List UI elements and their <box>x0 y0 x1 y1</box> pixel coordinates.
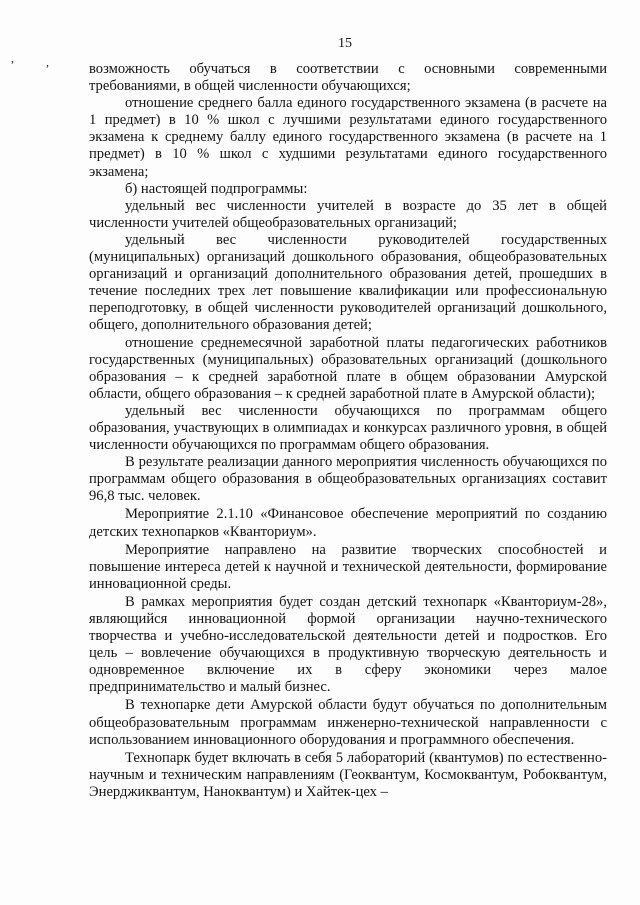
paragraph: В технопарке дети Амурской области будут обучаться по дополнительным общеобразовательным программам инженерно-технической направленности с использованием инновационного оборудования и программного обеспечения. <box>89 697 607 748</box>
paragraph: Технопарк будет включать в себя 5 лабораторий (квантумов) по естественно-научным и техническим направлениям (Геоквантум, Космоквантум, Робоквантум, Энерджиквантум, Наноквантум) и Хайтек-цех – <box>89 749 607 800</box>
margin-mark: , <box>11 51 14 65</box>
document-body <box>89 61 607 801</box>
margin-mark: , <box>46 55 49 69</box>
paragraph: Мероприятие направлено на развитие творческих способностей и повышение интереса детей к научной и технической деятельности, формирование инновационной среды. <box>89 541 607 592</box>
paragraph: отношение среднемесячной заработной платы педагогических работников государственных (муниципальных) образовательных организаций (дошкольного образования – к средней заработной плате в общем образовании Амурской области, общего образования – к средней заработной плате в Амурской области); <box>89 334 607 402</box>
paragraph: В рамках мероприятия будет создан детский технопарк «Кванториум-28», являющийся инновационной формой организации научно-технического творчества и учебно-исследовательской деятельности детей и подростков. Его цель – вовлечение обучающихся в продуктивную творческую деятельность и одновременное включение их в сферу экономики через малое предпринимательство и малый бизнес. <box>89 593 607 696</box>
paragraph: Мероприятие 2.1.10 «Финансовое обеспечение мероприятий по созданию детских технопарков «Кванториум». <box>89 506 607 540</box>
paragraph: В результате реализации данного мероприятия численность обучающихся по программам общего образования в общеобразовательных организациях составит 96,8 тыс. человек. <box>89 454 607 505</box>
paragraph: б) настоящей подпрограммы: <box>125 180 308 197</box>
paragraph: отношение среднего балла единого государственного экзамена (в расчете на 1 предмет) в 10 % школ с лучшими результатами единого государственного экзамена к среднему баллу единого государственного экзамена (в расчете на 1 предмет) в 10 % школ с худшими результатами единого государственного экзамена; <box>89 95 607 180</box>
paragraph: удельный вес численности руководителей государственных (муниципальных) организаций дошкольного образования, общеобразовательных организаций и организаций дополнительного образования детей, прошедших в течение последних трех лет повышение квалификации или профессиональную переподготовку, в общей численности руководителей организаций дошкольного, общего, дополнительного образования детей; <box>89 231 607 334</box>
paragraph: возможность обучаться в соответствии с основными современными требованиями, в общей численности обучающихся; <box>89 61 607 95</box>
paragraph: удельный вес численности обучающихся по программам общего образования, участвующих в олимпиадах и конкурсах различного уровня, в общей численности обучающихся по программам общего образования. <box>89 402 607 454</box>
page-number: 15 <box>338 36 352 51</box>
paragraph: удельный вес численности учителей в возрасте до 35 лет в общей численности учителей общеобразовательных организаций; <box>89 197 607 231</box>
